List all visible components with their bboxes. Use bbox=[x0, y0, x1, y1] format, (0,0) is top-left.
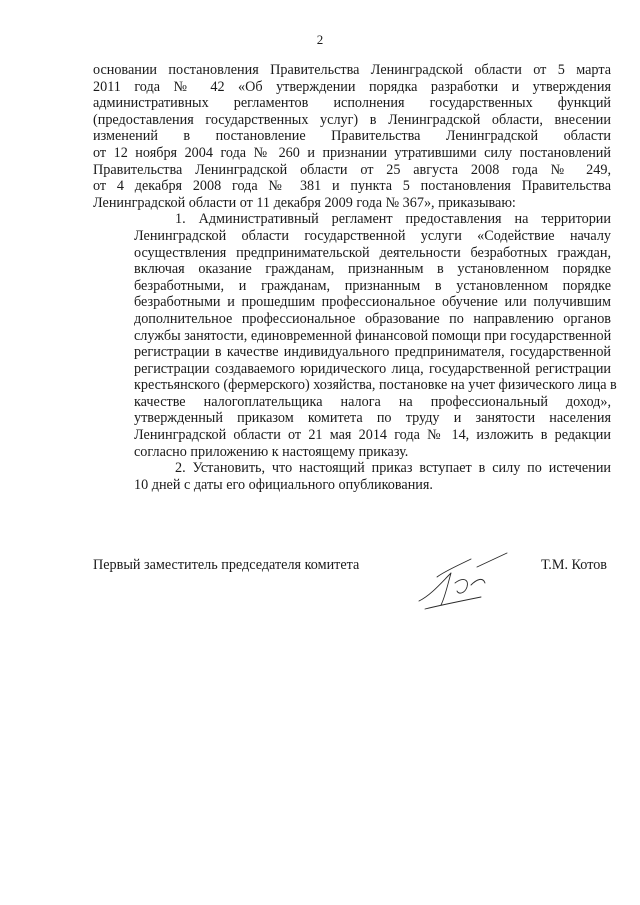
text-line: изменений в постановление Правительства Ленинградской области bbox=[93, 128, 611, 145]
page-number: 2 bbox=[316, 32, 324, 47]
text-line: крестьянского (фермерского) хозяйства, постановке на учет физического лица в bbox=[134, 377, 617, 394]
text-line: 2. Установить, что настоящий приказ вступает в силу по истечении bbox=[175, 460, 611, 477]
paragraph-preamble bbox=[93, 62, 611, 211]
signer-title: Первый заместитель председателя комитета bbox=[93, 557, 360, 573]
text-line: 1. Административный регламент предоставления на территории bbox=[175, 211, 611, 228]
text-line: Ленинградской области государственной услуги «Содействие началу bbox=[134, 227, 611, 244]
text-line: Ленинградской области от 11 декабря 2009 года № 367», приказываю: bbox=[93, 194, 516, 211]
text-line: (предоставления государственных услуг) в Ленинградской области, внесении bbox=[93, 111, 611, 128]
text-line: осуществления предпринимательской деятельности безработных граждан, bbox=[134, 244, 611, 261]
paragraph-item-2 bbox=[93, 460, 611, 493]
text-line: безработными, и гражданам, признанным в установленном порядке bbox=[134, 277, 611, 294]
text-line: утвержденный приказом комитета по труду и занятости населения bbox=[134, 410, 611, 427]
text-line: службы занятости, единовременной финансовой помощи при государственной bbox=[134, 327, 612, 344]
text-line: безработными и прошедшим профессиональное обучение или получившим bbox=[134, 294, 611, 311]
text-line: согласно приложению к настоящему приказу. bbox=[134, 443, 409, 460]
text-line: регистрации в качестве индивидуального предпринимателя, государственной bbox=[134, 344, 611, 361]
signature-block bbox=[93, 557, 611, 617]
handwritten-signature bbox=[411, 543, 511, 617]
text-line: Ленинградской области от 21 мая 2014 года № 14, изложить в редакции bbox=[134, 427, 611, 444]
text-line: включая оказание гражданам, признанным в установленном порядке bbox=[134, 261, 611, 278]
text-line: основании постановления Правительства Ленинградской области от 5 марта bbox=[93, 62, 611, 78]
text-line: от 12 ноября 2004 года № 260 и признании утратившими силу постановлений bbox=[93, 144, 611, 161]
text-line: качестве налогоплательщика налога на профессиональный доход», bbox=[134, 393, 611, 410]
text-line: от 4 декабря 2008 года № 381 и пункта 5 постановления Правительства bbox=[93, 178, 611, 195]
paragraph-item-1 bbox=[93, 211, 617, 460]
text-line: дополнительное профессиональное образование по направлению органов bbox=[134, 310, 611, 327]
text-line: Правительства Ленинградской области от 25 августа 2008 года № 249, bbox=[93, 161, 611, 178]
text-line: 2011 года № 42 «Об утверждении порядка разработки и утверждения bbox=[93, 78, 611, 95]
text-line: 10 дней с даты его официального опубликования. bbox=[134, 476, 433, 493]
signer-name: Т.М. Котов bbox=[541, 557, 607, 573]
text-line: административных регламентов исполнения государственных функций bbox=[93, 95, 611, 112]
document-body bbox=[93, 62, 617, 493]
text-line: регистрации создаваемого юридического лица, государственной регистрации bbox=[134, 360, 611, 377]
